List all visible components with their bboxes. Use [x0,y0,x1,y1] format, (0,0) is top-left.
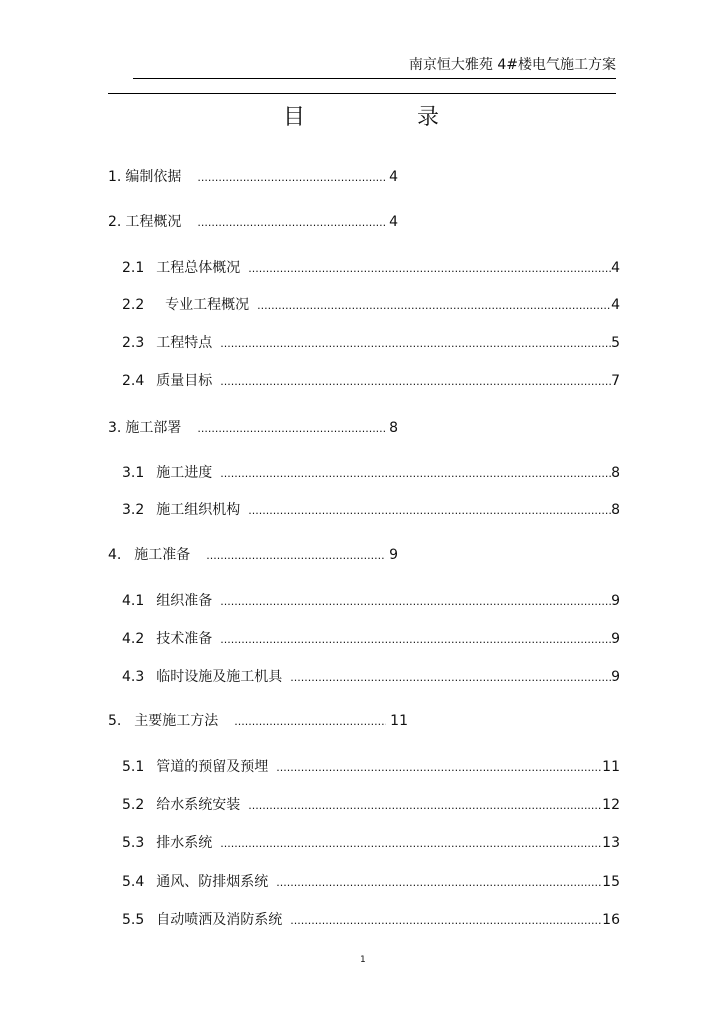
toc-entry[interactable] [122,667,620,687]
toc-leader-dots [276,758,602,778]
toc-entry-page: 9 [611,631,620,647]
toc-entry-number: 4.1 [122,593,145,609]
toc-entry-page: 8 [389,420,398,436]
toc-leader-dots [248,501,611,521]
toc-entry[interactable] [108,545,398,565]
toc-entry-title: 施工部署 [125,420,182,436]
toc-entry-number: 2.2 [122,297,145,313]
toc-entry-title: 编制依据 [125,169,182,185]
toc-entry-title: 施工组织机构 [156,502,241,518]
toc-leader-dots [220,372,611,392]
toc-entry-page: 9 [611,669,620,685]
toc-entry-number: 5.3 [122,835,145,851]
toc-entry[interactable] [122,795,620,815]
toc-entry-title: 施工准备 [125,547,191,563]
toc-entry-title: 质量目标 [156,373,213,389]
toc-entry-title: 管道的预留及预埋 [156,759,269,775]
toc-leader-dots [276,873,602,893]
toc-entry-number: 1. [108,169,122,185]
toc-entry-page: 8 [611,502,620,518]
toc-entry-page: 13 [602,835,620,851]
toc-leader-dots [257,296,611,316]
toc-entry[interactable] [122,500,620,520]
toc-entry-page: 8 [611,465,620,481]
toc-entry-title: 排水系统 [156,835,213,851]
toc-leader-dots [248,259,611,279]
toc-entry-title: 专业工程概况 [156,297,250,313]
toc-leader-dots [290,911,602,931]
toc-entry-title: 组织准备 [156,593,213,609]
toc-entry-page: 7 [611,373,620,389]
toc-entry[interactable] [122,629,620,649]
toc-leader-dots [197,168,385,188]
toc-leader-dots [220,592,611,612]
toc-leader-dots [197,419,385,439]
toc-entry[interactable] [122,371,620,391]
toc-entry-number: 3.2 [122,502,145,518]
toc-leader-dots [290,668,611,688]
toc-leader-dots [220,834,602,854]
toc-entry-number: 4. [108,547,122,563]
toc-leader-dots [206,546,385,566]
toc-entry-title: 工程特点 [156,335,213,351]
toc-entry-number: 3. [108,420,122,436]
toc-entry-page: 5 [611,335,620,351]
toc-entry-page: 9 [611,593,620,609]
toc-entry-number: 5.4 [122,874,145,890]
toc-entry[interactable] [122,591,620,611]
toc-entry-title: 施工进度 [156,465,213,481]
toc-entry[interactable] [108,418,398,438]
toc-entry-number: 5. [108,713,122,729]
toc-entry-page: 4 [611,260,620,276]
toc-entry-title: 自动喷洒及消防系统 [156,912,283,928]
toc-entry-page: 4 [389,169,398,185]
toc-entry-number: 5.2 [122,797,145,813]
toc-entry-number: 5.1 [122,759,145,775]
toc-title-char-1: 目 [283,105,306,130]
toc-entry-page: 15 [602,874,620,890]
toc-entry-page: 16 [602,912,620,928]
toc-entry-number: 3.1 [122,465,145,481]
toc-entry[interactable] [122,833,620,853]
toc-entry-number: 5.5 [122,912,145,928]
toc-entry-page: 11 [390,713,408,729]
toc-entry[interactable] [122,463,620,483]
toc-entry-page: 11 [602,759,620,775]
toc-leader-dots [220,334,611,354]
header-rule-2 [108,93,616,94]
toc-entry-page: 9 [389,547,398,563]
toc-title-char-2: 录 [417,105,440,130]
toc-entry-title: 工程概况 [125,214,182,230]
toc-entry[interactable] [108,167,398,187]
toc-entry-number: 2. [108,214,122,230]
header-rule [133,78,616,79]
running-header: 南京恒大雅苑 4#楼电气施工方案 [408,57,616,73]
toc-entry-title: 技术准备 [156,631,213,647]
toc-leader-dots [197,213,385,233]
toc-entry-page: 12 [602,797,620,813]
page-number: 1 [360,955,366,965]
toc-entry[interactable] [122,757,620,777]
toc-entry-title: 临时设施及施工机具 [156,669,283,685]
toc-entry-number: 4.3 [122,669,145,685]
toc-entry[interactable] [122,910,620,930]
toc-leader-dots [220,464,611,484]
toc-entry-number: 2.3 [122,335,145,351]
toc-entry[interactable] [108,212,398,232]
toc-entry-number: 2.1 [122,260,145,276]
toc-entry-number: 4.2 [122,631,145,647]
toc-entry[interactable] [122,258,620,278]
toc-entry-title: 通风、防排烟系统 [156,874,269,890]
toc-leader-dots [234,712,386,732]
toc-entry-number: 2.4 [122,373,145,389]
toc-entry[interactable] [122,872,620,892]
toc-entry-page: 4 [611,297,620,313]
toc-entry[interactable] [108,711,408,731]
toc-leader-dots [220,630,611,650]
toc-entry-title: 给水系统安装 [156,797,241,813]
toc-entry-page: 4 [389,214,398,230]
toc-leader-dots [248,796,602,816]
toc-entry[interactable] [122,333,620,353]
toc-entry-title: 主要施工方法 [125,713,219,729]
toc-entry-title: 工程总体概况 [156,260,241,276]
toc-entry[interactable] [122,295,620,315]
